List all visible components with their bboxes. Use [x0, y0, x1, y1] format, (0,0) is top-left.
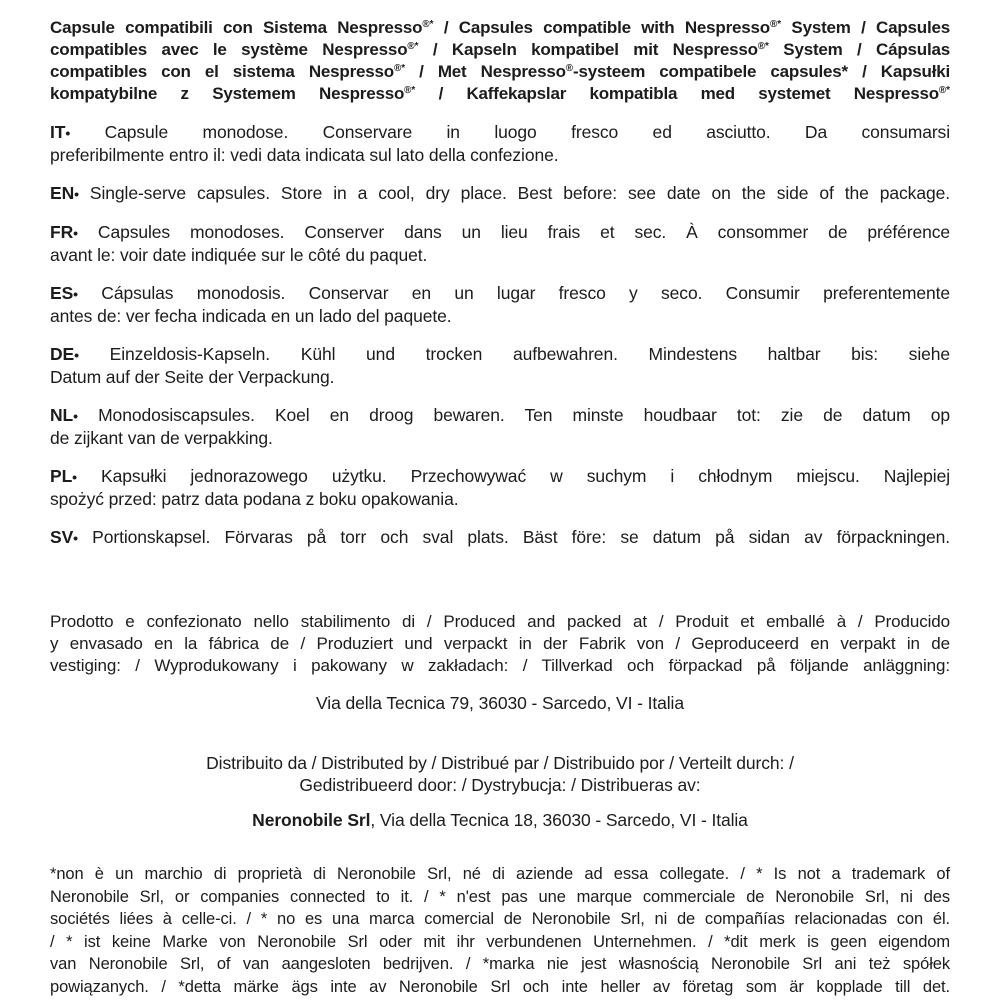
language-code-de: DE•: [50, 344, 79, 364]
bullet-icon: •: [74, 186, 79, 202]
language-code-sv: SV•: [50, 527, 78, 547]
header-line-3: compatibles con el sistema Nespresso®* / Met Nespresso®-systeem compatibele capsules* / Kapsułki: [50, 62, 950, 81]
lang-line: [50, 282, 950, 305]
lang-paragraph-de: [50, 343, 950, 388]
language-code-pl: PL•: [50, 466, 77, 486]
distributor-name: Neronobile Srl: [252, 810, 371, 830]
distributor-address-rest: , Via della Tecnica 18, 36030 - Sarcedo, VI - Italia: [370, 810, 748, 830]
lang-line: [50, 404, 950, 427]
disclaimer-line: *non è un marchio di proprietà di Neronobile Srl, né di aziende ad essa collegate. / * Is not a trademark of: [50, 865, 950, 883]
lang-paragraph-en: [50, 182, 950, 205]
trademark-disclaimer: [50, 863, 950, 998]
header-line-2: compatibles avec le système Nespresso®* / Kapseln kompatibel mit Nespresso®* System / Cápsulas: [50, 40, 950, 59]
distribution-line: Distribuito da / Distributed by / Distribué par / Distribuido por / Verteilt durch: /: [206, 753, 794, 773]
lang-line: [50, 465, 950, 488]
bullet-icon: •: [73, 286, 78, 302]
lang-text: Cápsulas monodosis. Conservar en un lugar fresco y seco. Consumir preferentemente: [101, 283, 950, 303]
lang-line: [50, 526, 950, 549]
distribution-info: [50, 752, 950, 796]
lang-line: de zijkant van de verpakking.: [50, 428, 273, 448]
distributor-address: [50, 809, 950, 831]
lang-line: [50, 221, 950, 244]
language-code-fr: FR•: [50, 222, 78, 242]
disclaimer-line: / * ist keine Marke von Neronobile Srl oder mit ihr verbundenen Unternehmen. / *dit merk is geen eigendom: [50, 932, 950, 951]
lang-line: [50, 121, 950, 144]
lang-text: Capsules monodoses. Conserver dans un lieu frais et sec. À consommer de préférence: [97, 222, 951, 242]
disclaimer-line: sociétés liées à celle-ci. / * no es una marca comercial de Neronobile Srl, ni de compañías relacionadas con él.: [50, 910, 950, 928]
lang-text: Single-serve capsules. Store in a cool, dry place. Best before: see date on the side of the package.: [89, 183, 950, 203]
lang-line: antes de: ver fecha indicada en un lado del paquete.: [50, 306, 452, 326]
production-line: vestiging: / Wyprodukowany i pakowany w zakładach: / Tillverkad och förpackad på följande anläggning:: [50, 656, 950, 675]
lang-text: Kapsułki jednorazowego użytku. Przechowywać w suchym i chłodnym miejscu. Najlepiej: [101, 466, 950, 486]
lang-paragraph-sv: [50, 526, 950, 549]
lang-text: Einzeldosis-Kapseln. Kühl und trocken aufbewahren. Mindestens haltbar bis: siehe: [109, 344, 951, 364]
bullet-icon: •: [74, 347, 79, 363]
language-code-en: EN•: [50, 183, 79, 203]
language-code-es: ES•: [50, 283, 78, 303]
production-line: Prodotto e confezionato nello stabilimento di / Produced and packed at / Produit et emballé à / Producido: [50, 612, 950, 631]
lang-paragraph-it: [50, 121, 950, 166]
lang-text: Monodosiscapsules. Koel en droog bewaren. Ten minste houdbaar tot: zie de datum op: [98, 405, 950, 425]
lang-line: [50, 343, 950, 366]
compatibility-header: [50, 17, 950, 105]
production-info: [50, 611, 950, 677]
bullet-icon: •: [73, 408, 78, 424]
language-code-it: IT•: [50, 122, 71, 142]
bullet-icon: •: [72, 469, 77, 485]
language-code-nl: NL•: [50, 405, 78, 425]
lang-line: [50, 182, 950, 205]
bullet-icon: •: [73, 530, 78, 546]
lang-line: spożyć przed: patrz data podana z boku opakowania.: [50, 489, 459, 509]
bullet-icon: •: [73, 225, 78, 241]
disclaimer-line: van Neronobile Srl, of van aangesloten bedrijven. / *marka nie jest własnością Neronobile Srl ani też spółek: [50, 955, 950, 973]
lang-text: Portionskapsel. Förvaras på torr och sval plats. Bäst före: se datum på sidan av förpackningen.: [92, 527, 950, 547]
header-line-4: kompatybilne z Systemem Nespresso®* / Kaffekapslar kompatibla med systemet Nespresso®*: [50, 84, 950, 103]
lang-text: Capsule monodose. Conservare in luogo fresco ed asciutto. Da consumarsi: [104, 122, 950, 142]
lang-paragraph-pl: [50, 465, 950, 510]
distribution-line: Gedistribueerd door: / Dystrybucja: / Distribueras av:: [299, 775, 701, 795]
lang-line: preferibilmente entro il: vedi data indicata sul lato della confezione.: [50, 145, 559, 165]
disclaimer-line: powiązanych. / *detta märke ägs inte av Neronobile Srl och inte heller av företag som är kopplade till det.: [50, 977, 950, 996]
lang-line: Datum auf der Seite der Verpackung.: [50, 367, 335, 387]
lang-paragraph-nl: [50, 404, 950, 449]
header-line-1: Capsule compatibili con Sistema Nespresso®* / Capsules compatible with Nespresso®* System / Capsules: [50, 18, 950, 37]
bullet-icon: •: [65, 125, 71, 141]
disclaimer-line: Neronobile Srl, or companies connected to it. / * n'est pas une marque commerciale de Neronobile Srl, ni des: [50, 887, 950, 906]
lang-paragraph-fr: [50, 221, 950, 266]
production-address: Via della Tecnica 79, 36030 - Sarcedo, VI - Italia: [316, 693, 684, 713]
lang-paragraph-es: [50, 282, 950, 327]
lang-line: avant le: voir date indiquée sur le côté du paquet.: [50, 245, 428, 265]
production-line: y envasado en la fábrica de / Produziert und verpackt in der Fabrik von / Geproduceerd en verpakt in de: [50, 634, 950, 653]
